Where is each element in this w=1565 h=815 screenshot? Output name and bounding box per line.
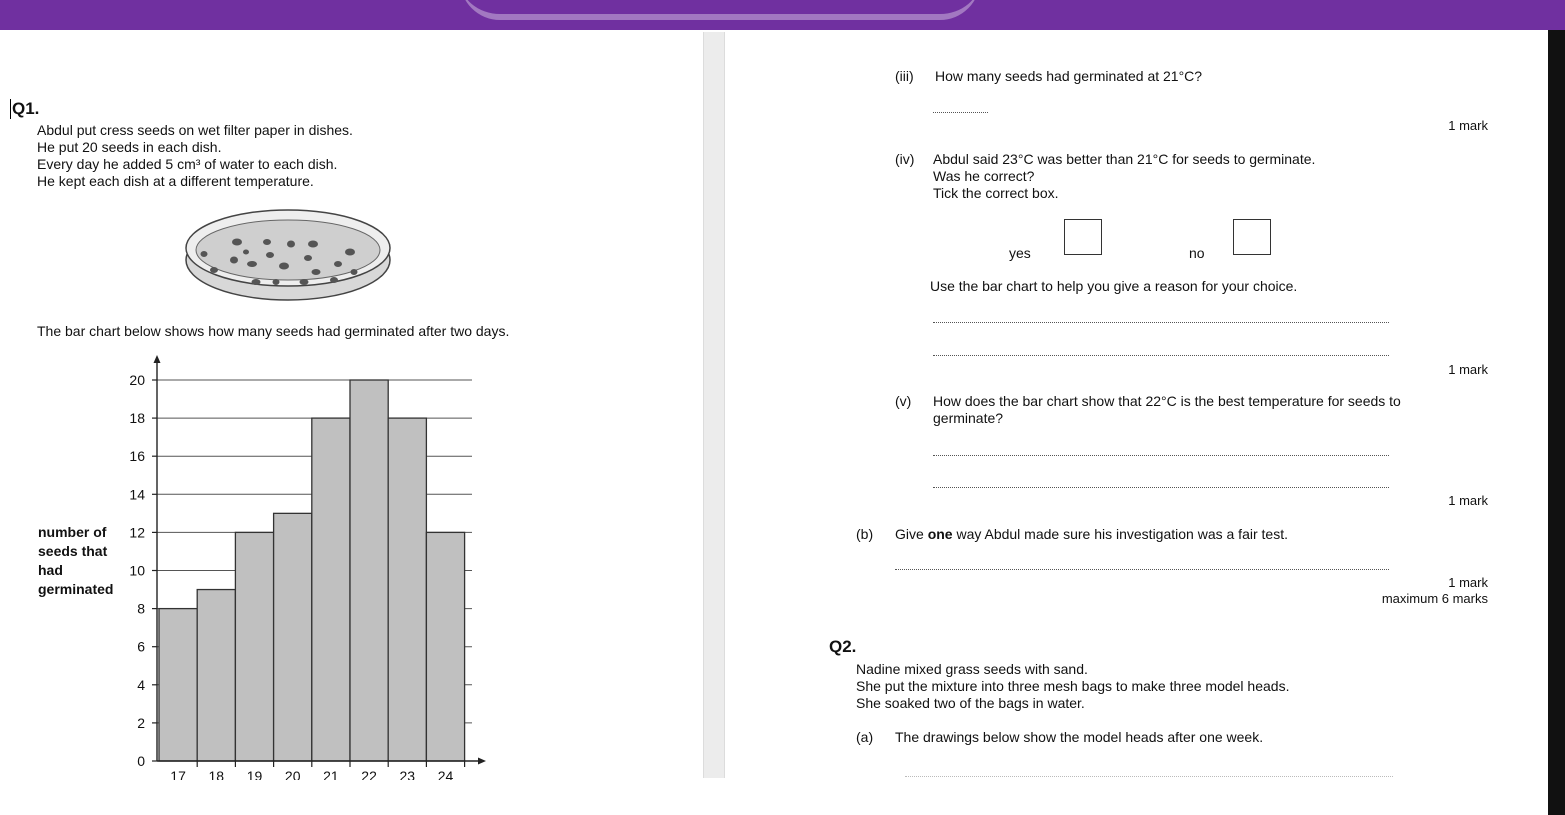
question-line: germinate? [933, 410, 1004, 426]
answer-line-v-2[interactable] [933, 487, 1389, 488]
answer-line-iv-1[interactable] [933, 322, 1389, 323]
intro-line: She put the mixture into three mesh bags to make three model heads. [856, 678, 1290, 694]
bar [235, 532, 273, 761]
x-tick-label: 22 [361, 768, 377, 780]
question-line: Tick the correct box. [933, 185, 1059, 201]
intro-line: Every day he added 5 cm³ of water to each dish. [37, 156, 338, 172]
question-text: Give [895, 526, 928, 542]
no-tick-box[interactable] [1233, 219, 1271, 255]
page-gutter [703, 32, 725, 778]
y-tick-label: 14 [129, 486, 145, 503]
question-line: How does the bar chart show that 22°C is the best temperature for seeds to [933, 393, 1401, 409]
x-tick-label: 18 [208, 768, 225, 780]
y-tick-label: 8 [137, 600, 145, 617]
answer-line-b[interactable] [895, 569, 1389, 570]
answer-line-iv-2[interactable] [933, 355, 1389, 356]
mark-iv: 1 mark [1448, 362, 1488, 377]
bar [350, 380, 388, 761]
y-tick-label: 0 [137, 753, 145, 769]
part-v-label: (v) [895, 393, 912, 409]
chart-intro: The bar chart below shows how many seeds had germinated after two days. [37, 323, 510, 339]
title-banner [0, 0, 1565, 30]
y-tick-label: 20 [129, 372, 145, 388]
mark-v: 1 mark [1448, 493, 1488, 508]
x-tick-label: 24 [437, 768, 454, 780]
no-label: no [1189, 245, 1205, 261]
y-tick-label: 2 [137, 714, 145, 731]
y-label-line: had [38, 562, 63, 578]
bar [426, 532, 464, 761]
y-tick-label: 18 [129, 410, 145, 427]
intro-line: He kept each dish at a different temperature. [37, 173, 314, 189]
q2-intro [856, 661, 1496, 712]
part-b-question [895, 526, 1288, 543]
answer-line-iii[interactable] [933, 112, 988, 113]
question-number-q2: Q2. [829, 637, 857, 656]
window-edge [1548, 30, 1565, 815]
y-tick-label: 16 [129, 448, 145, 465]
petri-dish-illustration [182, 202, 394, 306]
y-label-line: number of [38, 524, 107, 540]
question-line: Abdul said 23°C was better than 21°C for seeds to germinate. [933, 151, 1316, 167]
yes-label: yes [1009, 245, 1031, 261]
emphasis-one: one [927, 526, 953, 542]
intro-line: She soaked two of the bags in water. [856, 695, 1085, 711]
y-label-line: germinated [38, 581, 114, 597]
maximum-marks: maximum 6 marks [1381, 591, 1488, 606]
part-iii-question: How many seeds had germinated at 21°C? [935, 68, 1203, 84]
x-tick-label: 19 [246, 768, 263, 780]
x-tick-label: 21 [323, 768, 339, 780]
part-v-question [933, 393, 1401, 427]
part-b-label: (b) [856, 526, 874, 542]
y-label-line: seeds that [38, 543, 108, 559]
part-a-label: (a) [856, 729, 874, 745]
x-axis-arrow [478, 758, 486, 765]
bar [312, 418, 350, 761]
y-tick-label: 10 [129, 562, 145, 579]
bar [159, 609, 197, 761]
bar [388, 418, 426, 761]
x-tick-label: 17 [170, 768, 186, 780]
part-iii-label: (iii) [895, 68, 914, 84]
mark-iii: 1 mark [1448, 118, 1488, 133]
intro-line: Abdul put cress seeds on wet filter paper in dishes. [37, 122, 353, 138]
bar-chart [100, 352, 495, 780]
part-a-text: The drawings below show the model heads after one week. [895, 729, 1264, 745]
y-tick-label: 12 [129, 524, 145, 541]
x-tick-label: 23 [399, 768, 416, 780]
question-number-q1: Q1. [12, 99, 40, 118]
y-axis-arrow [154, 355, 161, 363]
yes-tick-box[interactable] [1064, 219, 1102, 255]
y-tick-label: 4 [137, 676, 145, 693]
intro-line: He put 20 seeds in each dish. [37, 139, 222, 155]
part-iv-question [933, 151, 1315, 202]
reason-prompt: Use the bar chart to help you give a reason for your choice. [930, 278, 1298, 294]
question-line: Was he correct? [933, 168, 1035, 184]
y-tick-label: 6 [137, 638, 145, 655]
x-tick-label: 20 [284, 768, 301, 780]
part-iv-label: (iv) [895, 151, 915, 167]
question-text: way Abdul made sure his investigation was a fair test. [952, 526, 1288, 542]
answer-line-v-1[interactable] [933, 455, 1389, 456]
mark-b: 1 mark [1448, 575, 1488, 590]
cut-off-line [905, 776, 1393, 777]
bar [274, 513, 312, 761]
intro-line: Nadine mixed grass seeds with sand. [856, 661, 1088, 677]
bar [197, 590, 235, 761]
q1-intro [37, 122, 637, 190]
